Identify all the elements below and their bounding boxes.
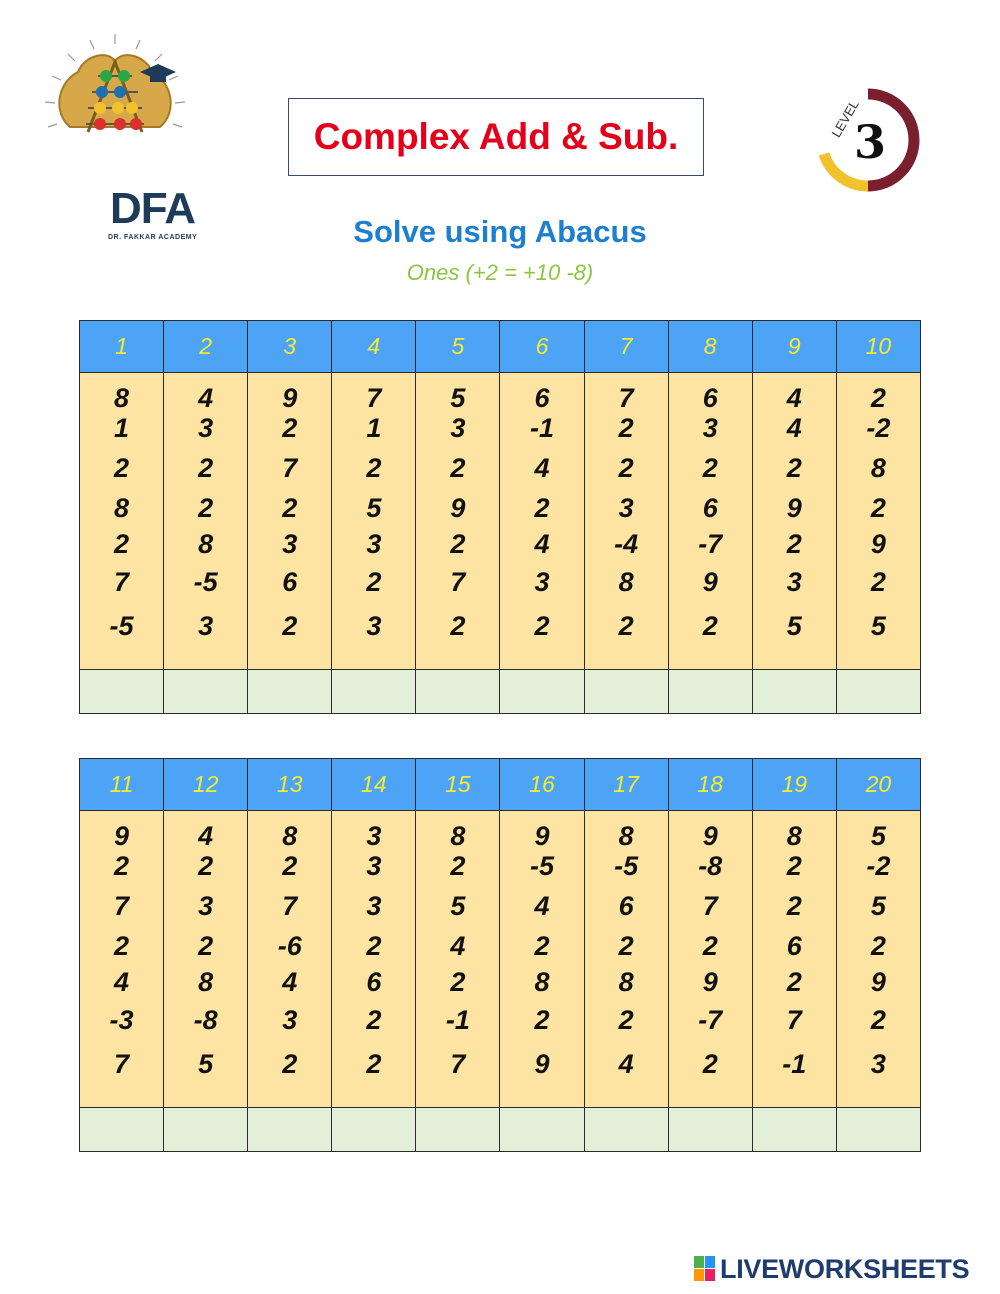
problem-numbers-cell — [332, 373, 416, 670]
problem-number-value: 2 — [282, 851, 298, 881]
problem-number-value: 4 — [534, 529, 550, 559]
answer-input[interactable] — [164, 1108, 247, 1151]
rule-hint: Ones (+2 = +10 -8) — [406, 260, 594, 285]
problem-number-value: -4 — [614, 529, 639, 559]
problem-number-value: 5 — [786, 611, 802, 641]
problem-number-value: 9 — [786, 493, 802, 523]
problem-number-value: 2 — [618, 1005, 634, 1035]
problem-number-value: 4 — [198, 821, 214, 851]
problem-number-value: 2 — [198, 493, 214, 523]
answer-cell[interactable] — [80, 1108, 164, 1152]
problem-numbers-cell — [332, 811, 416, 1108]
problem-number-value: 2 — [282, 611, 298, 641]
problem-numbers-cell — [836, 373, 920, 670]
problem-number-value: 2 — [534, 493, 550, 523]
problem-number-value: 1 — [114, 413, 130, 443]
problem-number-value: 8 — [786, 821, 802, 851]
answer-cell[interactable] — [584, 670, 668, 714]
problem-number-value: 5 — [198, 1049, 214, 1079]
problem-number-value: 5 — [450, 891, 466, 921]
problem-number-value: 9 — [450, 493, 466, 523]
problem-number-value: 7 — [702, 891, 718, 921]
problem-number-value: 7 — [450, 567, 466, 597]
problem-number-value: -8 — [193, 1005, 218, 1035]
problem-number-value: 7 — [114, 567, 130, 597]
problem-number-value: 2 — [786, 851, 802, 881]
academy-logo — [40, 32, 198, 241]
problem-numbers-cell — [248, 373, 332, 670]
problem-number-value: 2 — [450, 851, 466, 881]
header-row — [80, 321, 921, 373]
answer-input[interactable] — [80, 670, 163, 713]
problem-number-value: 6 — [618, 891, 634, 921]
answer-input[interactable] — [164, 670, 247, 713]
problem-number-value: -2 — [866, 851, 891, 881]
problem-number-value: -1 — [530, 413, 555, 443]
problem-number-value: 2 — [702, 611, 718, 641]
problem-number-value: 2 — [450, 611, 466, 641]
problem-number-value: 4 — [534, 453, 550, 483]
problem-number-value: 2 — [366, 453, 382, 483]
problem-number-value: 2 — [114, 453, 130, 483]
problem-number-value: 3 — [786, 567, 802, 597]
answer-input[interactable] — [332, 1108, 415, 1151]
problem-number: 6 — [500, 321, 584, 373]
problem-number-value: 6 — [366, 967, 382, 997]
problem-number-value: 7 — [786, 1005, 802, 1035]
problem-number-value: 2 — [702, 453, 718, 483]
problem-number-value: 8 — [198, 967, 214, 997]
answer-input[interactable] — [416, 1108, 499, 1151]
problem-number-value: 6 — [702, 493, 718, 523]
problem-number-value: 3 — [282, 529, 298, 559]
page-title: Complex Add & Sub. — [313, 116, 679, 157]
problem-number-value: 2 — [198, 851, 214, 881]
problem-numbers-cell — [164, 373, 248, 670]
logo-brand-text: DFA — [110, 184, 195, 233]
problem-number-value: 1 — [366, 413, 382, 443]
problem-number-value: 4 — [534, 891, 550, 921]
logo-academy-text: DR. FAKKAR ACADEMY — [108, 234, 198, 241]
answer-input[interactable] — [753, 1108, 836, 1151]
problem-numbers-cell — [80, 373, 164, 670]
answer-input[interactable] — [248, 1108, 331, 1151]
problem-number-value: 8 — [114, 493, 130, 523]
problem-number-value: 9 — [702, 821, 718, 851]
problem-number-value: 2 — [786, 529, 802, 559]
answer-cell[interactable] — [164, 1108, 248, 1152]
answer-cell[interactable] — [332, 1108, 416, 1152]
problem-number-value: 2 — [366, 1049, 382, 1079]
problem-number-value: 7 — [114, 891, 130, 921]
problem-number-value: 2 — [618, 931, 634, 961]
problem-number-value: 5 — [870, 611, 886, 641]
answers-row — [80, 670, 921, 714]
problem-number-value: 7 — [450, 1049, 466, 1079]
answer-cell[interactable] — [584, 1108, 668, 1152]
problem-number: 18 — [668, 759, 752, 811]
answer-input[interactable] — [837, 1108, 920, 1151]
problem-number-value: -1 — [445, 1005, 470, 1035]
problem-number-value: 3 — [282, 1005, 298, 1035]
problem-number-value: 2 — [534, 1005, 550, 1035]
problem-number-value: 9 — [282, 383, 298, 413]
problem-number-value: 8 — [618, 821, 634, 851]
problem-number-value: 9 — [114, 821, 130, 851]
problem-number-value: -5 — [530, 851, 555, 881]
problem-number-value: 6 — [786, 931, 802, 961]
problem-number-value: 3 — [366, 851, 382, 881]
problem-number: 10 — [836, 321, 920, 373]
answer-cell[interactable] — [752, 1108, 836, 1152]
answer-input[interactable] — [837, 670, 920, 713]
problem-numbers-cell — [500, 811, 584, 1108]
problem-number-value: 8 — [618, 567, 634, 597]
problem-number-value: 2 — [786, 453, 802, 483]
liveworksheets-footer — [694, 1254, 969, 1284]
answer-cell[interactable] — [80, 670, 164, 714]
problem-number: 19 — [752, 759, 836, 811]
problem-number: 7 — [584, 321, 668, 373]
answer-cell[interactable] — [836, 670, 920, 714]
problem-number-value: 2 — [366, 931, 382, 961]
problem-number-value: 7 — [618, 383, 634, 413]
problem-number-value: 2 — [450, 967, 466, 997]
abacus-brain-icon — [40, 32, 190, 182]
level-ring-icon — [812, 84, 924, 196]
problem-number-value: 2 — [870, 493, 886, 523]
answer-input[interactable] — [753, 670, 836, 713]
problems-table-2 — [79, 758, 921, 1152]
problem-number: 20 — [836, 759, 920, 811]
level-word: LEVEL — [828, 97, 862, 140]
problem-number-value: 4 — [450, 931, 466, 961]
answers-row — [80, 1108, 921, 1152]
problem-number-value: 4 — [282, 967, 298, 997]
problem-number-value: -2 — [866, 413, 891, 443]
problem-number-value: -1 — [782, 1049, 807, 1079]
problem-number-value: -7 — [698, 1005, 723, 1035]
problem-number: 16 — [500, 759, 584, 811]
answer-input[interactable] — [585, 670, 668, 713]
problem-number-value: 5 — [870, 891, 886, 921]
problem-number-value: 2 — [366, 1005, 382, 1035]
problem-number-value: 2 — [870, 931, 886, 961]
problem-number-value: 2 — [618, 611, 634, 641]
problem-number-value: 2 — [450, 453, 466, 483]
problem-number: 2 — [164, 321, 248, 373]
problem-numbers-cell — [668, 373, 752, 670]
answer-cell[interactable] — [248, 1108, 332, 1152]
problem-numbers-cell — [248, 811, 332, 1108]
liveworksheets-logo-icon — [694, 1256, 716, 1282]
answer-cell[interactable] — [416, 670, 500, 714]
problem-number-value: 8 — [450, 821, 466, 851]
problem-number-value: 4 — [114, 967, 130, 997]
problem-number-value: 2 — [366, 567, 382, 597]
problem-number-value: 3 — [366, 611, 382, 641]
answer-input[interactable] — [80, 1108, 163, 1151]
problem-number-value: 3 — [534, 567, 550, 597]
problem-number-value: 3 — [198, 413, 214, 443]
problem-number: 4 — [332, 321, 416, 373]
problem-numbers-cell — [752, 811, 836, 1108]
problem-number-value: 2 — [870, 383, 886, 413]
problem-number-value: 8 — [282, 821, 298, 851]
problem-numbers-cell — [164, 811, 248, 1108]
problem-number-value: -7 — [698, 529, 723, 559]
answer-cell[interactable] — [668, 1108, 752, 1152]
problem-number-value: 2 — [618, 453, 634, 483]
problem-number-value: 2 — [534, 931, 550, 961]
header-row — [80, 759, 921, 811]
problem-number-value: 6 — [702, 383, 718, 413]
problem-number-value: 9 — [870, 529, 886, 559]
problem-number-value: 2 — [870, 567, 886, 597]
problem-number-value: 3 — [702, 413, 718, 443]
problem-number-value: 2 — [702, 1049, 718, 1079]
problem-number-value: 3 — [198, 891, 214, 921]
problem-number-value: -3 — [109, 1005, 134, 1035]
answer-cell[interactable] — [668, 670, 752, 714]
answer-cell[interactable] — [416, 1108, 500, 1152]
answer-input[interactable] — [248, 670, 331, 713]
answer-input[interactable] — [669, 1108, 752, 1151]
problem-number-value: 3 — [450, 413, 466, 443]
problem-number-value: 5 — [366, 493, 382, 523]
problem-number-value: 2 — [114, 529, 130, 559]
problem-number-value: 2 — [870, 1005, 886, 1035]
problem-number-value: 2 — [282, 1049, 298, 1079]
numbers-row — [80, 373, 921, 670]
answer-input[interactable] — [332, 670, 415, 713]
problem-number-value: 3 — [366, 891, 382, 921]
answer-cell[interactable] — [248, 670, 332, 714]
problem-number-value: 5 — [450, 383, 466, 413]
problem-number-value: 2 — [282, 413, 298, 443]
problem-number-value: -5 — [109, 611, 134, 641]
liveworksheets-brand: LIVEWORKSHEETS — [720, 1253, 970, 1284]
answer-input[interactable] — [669, 670, 752, 713]
problem-number-value: 3 — [870, 1049, 886, 1079]
answer-cell[interactable] — [500, 670, 584, 714]
problem-number-value: 7 — [114, 1049, 130, 1079]
problem-numbers-cell — [80, 811, 164, 1108]
problem-numbers-cell — [752, 373, 836, 670]
answer-cell[interactable] — [500, 1108, 584, 1152]
problem-numbers-cell — [416, 811, 500, 1108]
answer-cell[interactable] — [752, 670, 836, 714]
problems-table-1 — [79, 320, 921, 714]
problem-number-value: 8 — [114, 383, 130, 413]
problem-number-value: 3 — [198, 611, 214, 641]
answer-cell[interactable] — [836, 1108, 920, 1152]
problem-number-value: 9 — [702, 567, 718, 597]
numbers-row — [80, 811, 921, 1108]
problem-number: 13 — [248, 759, 332, 811]
problem-number-value: 9 — [534, 821, 550, 851]
answer-input[interactable] — [500, 1108, 583, 1151]
problem-number-value: 5 — [870, 821, 886, 851]
problem-number-value: 2 — [198, 453, 214, 483]
problem-number-value: 2 — [282, 493, 298, 523]
problem-number-value: 9 — [870, 967, 886, 997]
problem-number: 9 — [752, 321, 836, 373]
answer-input[interactable] — [416, 670, 499, 713]
problem-number-value: 9 — [534, 1049, 550, 1079]
problem-number-value: 7 — [282, 453, 298, 483]
problem-number: 12 — [164, 759, 248, 811]
problem-number: 11 — [80, 759, 164, 811]
problem-number-value: 6 — [282, 567, 298, 597]
problem-numbers-cell — [584, 811, 668, 1108]
instructions-title: Solve using Abacus — [353, 214, 647, 249]
problem-number: 15 — [416, 759, 500, 811]
problem-number-value: 8 — [534, 967, 550, 997]
problem-number-value: -6 — [277, 931, 302, 961]
problem-number-value: -8 — [698, 851, 723, 881]
problem-numbers-cell — [836, 811, 920, 1108]
problem-number-value: 9 — [702, 967, 718, 997]
problem-numbers-cell — [584, 373, 668, 670]
problem-number-value: 2 — [114, 931, 130, 961]
problem-number-value: 8 — [618, 967, 634, 997]
problem-numbers-cell — [500, 373, 584, 670]
answer-cell[interactable] — [164, 670, 248, 714]
problem-number-value: 4 — [786, 383, 802, 413]
problem-number: 14 — [332, 759, 416, 811]
problem-number-value: 7 — [366, 383, 382, 413]
problem-number-value: 2 — [702, 931, 718, 961]
problem-number-value: 3 — [366, 821, 382, 851]
problem-number-value: -5 — [193, 567, 218, 597]
problem-number: 17 — [584, 759, 668, 811]
problem-number-value: 6 — [534, 383, 550, 413]
problem-number-value: -5 — [614, 851, 639, 881]
problem-number-value: 4 — [618, 1049, 634, 1079]
problem-number-value: 2 — [198, 931, 214, 961]
problem-numbers-cell — [668, 811, 752, 1108]
problem-number-value: 2 — [618, 413, 634, 443]
problem-number-value: 4 — [786, 413, 802, 443]
title-box — [288, 98, 704, 176]
answer-cell[interactable] — [332, 670, 416, 714]
problem-number: 1 — [80, 321, 164, 373]
level-badge — [812, 84, 924, 196]
problem-number-value: 2 — [786, 967, 802, 997]
problem-number-value: 4 — [198, 383, 214, 413]
problem-number-value: 2 — [114, 851, 130, 881]
problem-numbers-cell — [416, 373, 500, 670]
problem-number-value: 8 — [870, 453, 886, 483]
problem-number-value: 8 — [198, 529, 214, 559]
problem-number-value: 3 — [618, 493, 634, 523]
level-number: 3 — [853, 115, 887, 169]
answer-input[interactable] — [500, 670, 583, 713]
problem-number-value: 2 — [534, 611, 550, 641]
problem-number-value: 7 — [282, 891, 298, 921]
answer-input[interactable] — [585, 1108, 668, 1151]
problem-number-value: 3 — [366, 529, 382, 559]
problem-number-value: 2 — [786, 891, 802, 921]
problem-number-value: 2 — [450, 529, 466, 559]
problem-number: 8 — [668, 321, 752, 373]
problem-number: 3 — [248, 321, 332, 373]
problem-number: 5 — [416, 321, 500, 373]
